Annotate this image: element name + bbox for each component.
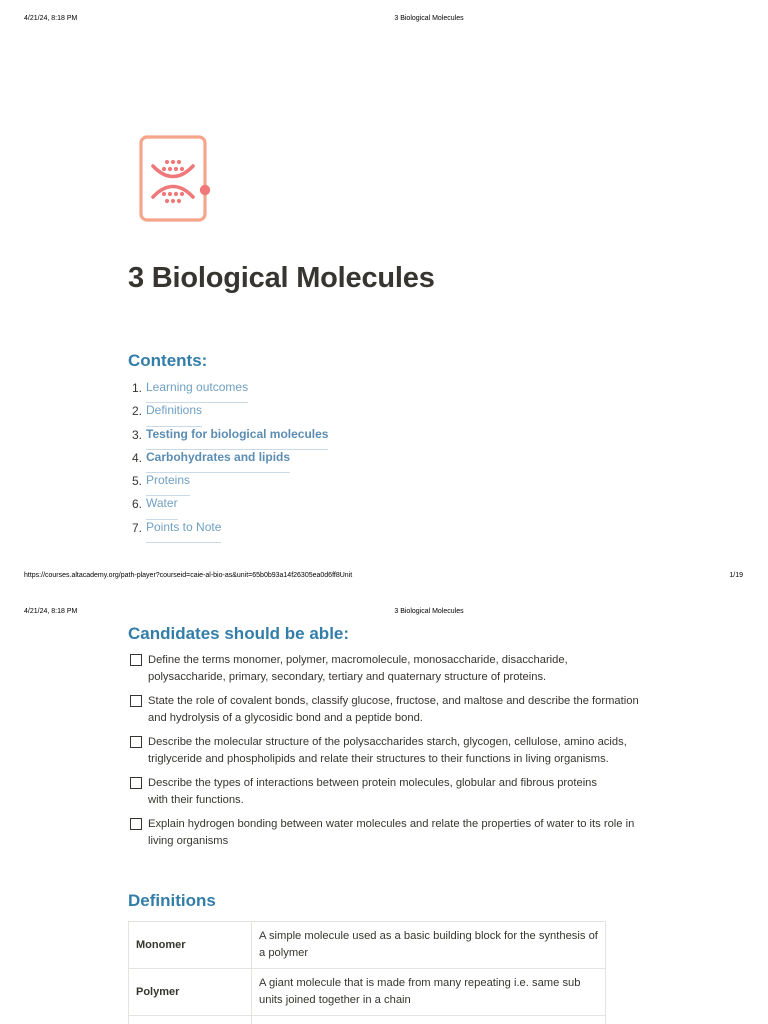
checklist-text: State the role of covalent bonds, classify glucose, fructose, and maltose and describe the formation and hydrolysis of a glycosidic bond and a peptide bond. — [148, 695, 639, 724]
outcomes-heading: Candidates should be able: — [128, 624, 350, 643]
toc-item — [132, 427, 328, 450]
page-title: 3 Biological Molecules — [128, 262, 435, 294]
toc-number: 3. — [132, 427, 143, 442]
toc-number: 1. — [132, 381, 143, 395]
checklist-item — [130, 693, 650, 727]
toc-item — [132, 380, 328, 403]
definition-term-empty — [129, 1016, 252, 1024]
toc-number: 5. — [132, 474, 143, 489]
checklist-text: Describe the molecular structure of the polysaccharides starch, glycogen, cellulose, amino acids, triglyceride and phospholipids and relate their structures to their functions in living organisms. — [148, 736, 627, 765]
contents-heading: Contents: — [128, 351, 208, 370]
toc-link-proteins[interactable]: Proteins — [146, 473, 190, 496]
toc-item — [132, 496, 328, 519]
table-row — [129, 969, 606, 1016]
definition-term: Polymer — [129, 969, 252, 1016]
toc-link-learning-outcomes[interactable]: Learning outcomes — [146, 380, 248, 403]
checkbox[interactable] — [130, 654, 142, 666]
print-footer — [0, 570, 768, 582]
definitions-table — [128, 921, 606, 1024]
table-of-contents — [132, 380, 328, 543]
checklist-item — [130, 734, 650, 768]
checklist-item — [130, 652, 650, 686]
toc-link-carbohydrates[interactable]: Carbohydrates and lipids — [146, 450, 290, 473]
definition-term: Monomer — [129, 922, 252, 969]
toc-link-definitions[interactable]: Definitions — [146, 403, 202, 426]
toc-number: 4. — [132, 450, 143, 465]
page-number: 1/19 — [729, 572, 743, 579]
toc-number: 6. — [132, 497, 143, 512]
print-title: 3 Biological Molecules — [394, 15, 464, 22]
definition-text-empty — [252, 1016, 606, 1024]
checklist-item — [130, 816, 650, 850]
toc-link-points-to-note[interactable]: Points to Note — [146, 520, 221, 543]
dna-chromosome-icon — [136, 134, 214, 226]
print-date: 4/21/24, 8:18 PM — [24, 15, 78, 22]
toc-item — [132, 520, 328, 543]
checklist-item — [130, 775, 650, 809]
checklist-text: Describe the types of interactions between protein molecules, globular and fibrous proteins with their functions. — [148, 777, 597, 806]
toc-item — [132, 403, 328, 426]
print-date: 4/21/24, 8:18 PM — [24, 608, 78, 615]
checklist-text: Define the terms monomer, polymer, macromolecule, monosaccharide, disaccharide, polysaccharide, primary, secondary, tertiary and quaternary structure of proteins. — [148, 654, 568, 683]
toc-item — [132, 450, 328, 473]
checkbox[interactable] — [130, 695, 142, 707]
checkbox[interactable] — [130, 736, 142, 748]
definition-text: A giant molecule that is made from many repeating i.e. same sub units joined together in a chain — [252, 969, 606, 1016]
toc-number: 2. — [132, 404, 143, 419]
toc-item — [132, 473, 328, 496]
definition-text: A simple molecule used as a basic building block for the synthesis of a polymer — [252, 922, 606, 969]
checkbox[interactable] — [130, 777, 142, 789]
table-row-partial — [129, 1016, 606, 1024]
print-url: https://courses.altacademy.org/path-player?courseid=caie-al-bio-as&unit=65b0b93a14f26305ea0d6ff8Unit — [24, 572, 353, 579]
toc-number: 7. — [132, 520, 143, 535]
checkbox[interactable] — [130, 818, 142, 830]
checklist-text: Explain hydrogen bonding between water molecules and relate the properties of water to its role in living organisms — [148, 818, 635, 847]
print-header — [0, 12, 768, 26]
table-row — [129, 922, 606, 969]
toc-link-water[interactable]: Water — [146, 496, 178, 519]
definitions-heading: Definitions — [128, 891, 216, 910]
outcomes-checklist — [130, 652, 650, 850]
toc-link-testing[interactable]: Testing for biological molecules — [146, 427, 328, 450]
print-header-page-2 — [0, 605, 768, 619]
print-title: 3 Biological Molecules — [394, 608, 464, 615]
